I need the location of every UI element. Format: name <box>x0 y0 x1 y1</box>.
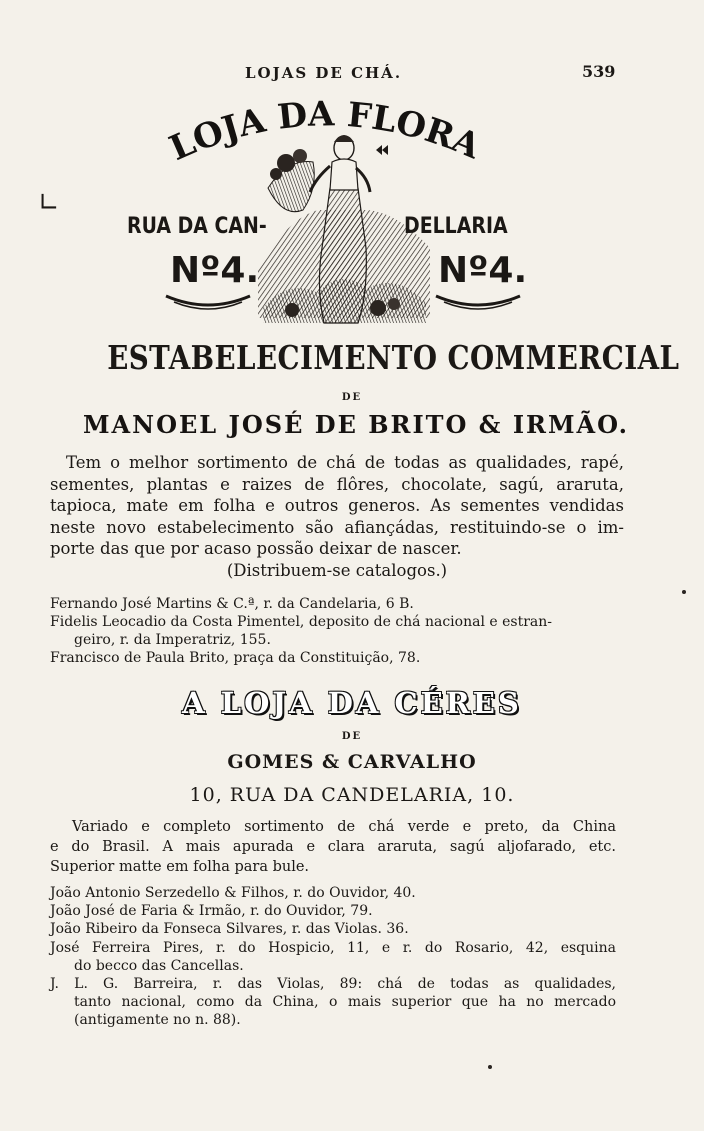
text-line: neste novo estabelecimento são afiançádas, restituindo-se o im- <box>50 517 624 537</box>
text-line: e do Brasil. A mais apurada e clara araruta, sagú aljofarado, etc. <box>50 839 616 855</box>
listing-entry: Fidelis Leocadio da Costa Pimentel, deposito de chá nacional e estran- <box>50 614 552 630</box>
text-line: porte das que por acaso possão deixar de nascer. <box>50 539 462 558</box>
text-line: Variado e completo sortimento de chá verde e preto, da China <box>72 819 616 835</box>
margin-mark: ∟ <box>38 188 60 218</box>
establishment-heading: ESTABELECIMENTO COMMERCIAL <box>107 338 680 377</box>
listing-entry-continuation: do becco das Cancellas. <box>74 957 244 974</box>
listing-entry: Francisco de Paula Brito, praça da Constituição, 78. <box>50 650 421 666</box>
flora-sign-title-text: LOJA DA FLORA <box>163 98 486 170</box>
listing-entry: João Ribeiro da Fonseca Silvares, r. das Violas. 36. <box>50 921 409 938</box>
listing-entry-continuation: geiro, r. da Imperatriz, 155. <box>74 632 271 648</box>
catalog-note: (Distribuem-se catalogos.) <box>226 560 448 580</box>
sign-number-left: Nº4. <box>170 250 260 291</box>
listing-entry-continuation: tanto nacional, como da China, o mais superior que ha no mercado <box>74 994 616 1011</box>
firm-name: MANOEL JOSÉ DE BRITO & IRMÃO. <box>82 410 630 439</box>
text-line: Tem o melhor sortimento de chá de todas as qualidades, rapé, <box>66 453 624 472</box>
listing-entry-continuation: (antigamente no n. 88). <box>74 1012 241 1029</box>
listing-entry: J. L. G. Barreira, r. das Violas, 89: chá de todas as qualidades, <box>50 976 616 993</box>
ceres-address: 10, RUA DA CANDELARIA, 10. <box>189 784 515 806</box>
listing-entry: João Antonio Serzedello & Filhos, r. do Ouvidor, 40. <box>50 885 416 901</box>
shop-listings-2 <box>50 884 616 1030</box>
sign-number-right: Nº4. <box>438 250 528 291</box>
listing-entry: Fernando José Martins & C.ª, r. da Candelaria, 6 B. <box>50 596 414 612</box>
printer-dot <box>682 590 686 594</box>
running-head: LOJAS DE CHÁ. <box>245 64 403 82</box>
shop-listings-1 <box>50 595 620 667</box>
listing-entry: João José de Faria & Irmão, r. do Ouvidor, 79. <box>50 903 373 920</box>
ceres-firm-name: GOMES & CARVALHO <box>227 751 477 773</box>
printer-dot <box>488 1065 492 1069</box>
establishment-description <box>50 452 624 581</box>
sign-street-right: DELLARIA <box>404 214 508 239</box>
sign-street-left: RUA DA CAN- <box>127 214 267 239</box>
text-line: Superior matte em folha para bule. <box>50 859 310 875</box>
text-line: tapioca, mate em folha e outros generos. As sementes vendidas <box>50 496 624 515</box>
ceres-heading: A LOJA DA CÉRES <box>182 686 522 720</box>
connector-de: DE <box>341 392 363 403</box>
connector-de: DE <box>341 731 363 742</box>
text-line: sementes, plantas e raizes de flôres, chocolate, sagú, araruta, <box>50 474 624 494</box>
listing-entry: José Ferreira Pires, r. do Hospicio, 11, e r. do Rosario, 42, esquina <box>50 939 616 956</box>
ceres-description <box>50 817 616 877</box>
swash-left-ornament <box>160 292 256 312</box>
page-number: 539 <box>582 62 616 81</box>
swash-right-ornament <box>430 292 526 312</box>
